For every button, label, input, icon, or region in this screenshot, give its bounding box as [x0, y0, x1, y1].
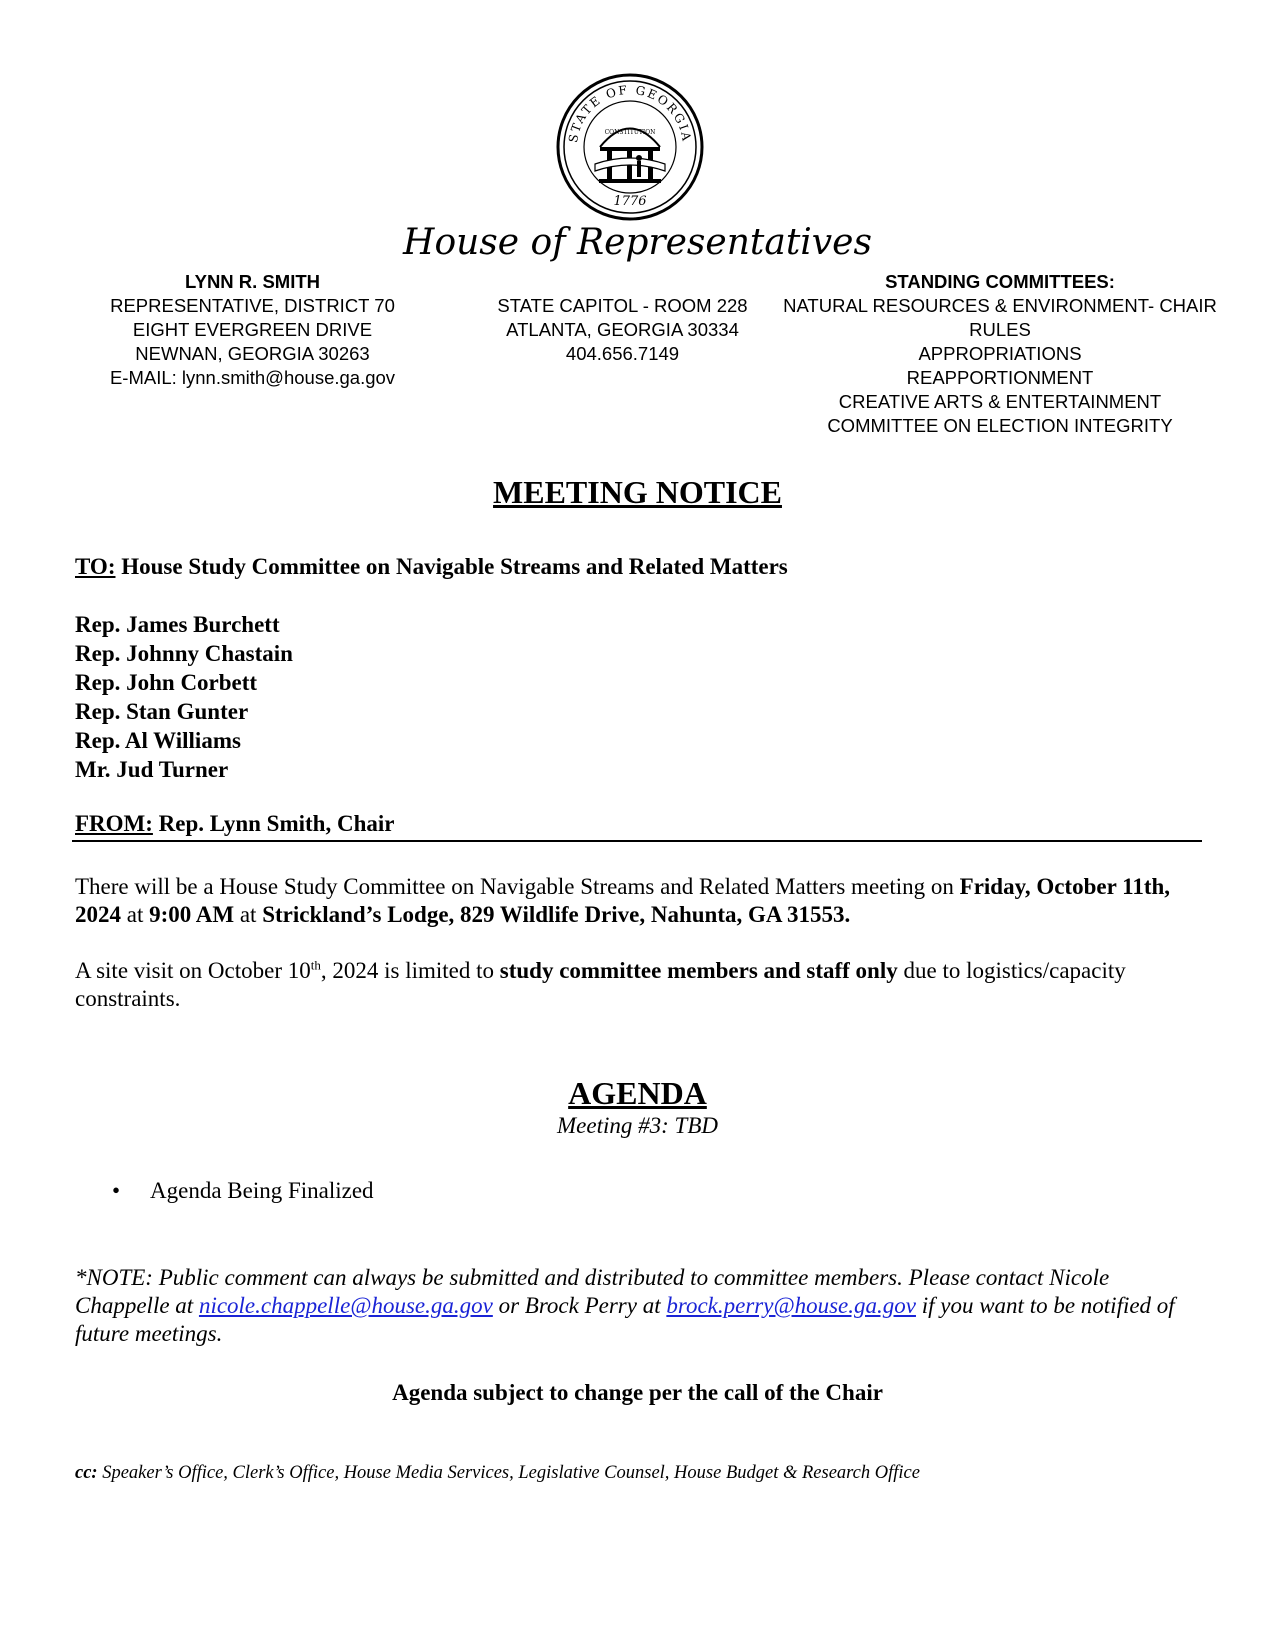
georgia-state-seal-icon: [555, 72, 705, 222]
capitol-phone: 404.656.7149: [565, 343, 680, 364]
seal-banner-text: CONSTITUTION: [604, 129, 656, 136]
standing-committees-block: [780, 270, 1220, 438]
agenda-title: AGENDA: [568, 1075, 707, 1111]
committee-item: RULES: [969, 319, 1031, 340]
representative-street: EIGHT EVERGREEN DRIVE: [132, 319, 373, 340]
capitol-room: STATE CAPITOL - ROOM 228: [497, 295, 748, 316]
representative-city: NEWNAN, GEORGIA 30263: [135, 343, 370, 364]
text-run: *NOTE: Public comment can always be submitted and distributed to committee members. Please contact Nicole Chappelle at: [75, 1265, 1110, 1318]
seal-year: 1776: [613, 194, 647, 209]
text-run: There will be a House Study Committee on Navigable Streams and Related Matters meeting on: [75, 874, 960, 899]
text-run: at: [234, 902, 263, 927]
committee-item: COMMITTEE ON ELECTION INTEGRITY: [827, 415, 1173, 436]
from-line: [75, 810, 1205, 838]
capitol-address-block: [470, 294, 775, 366]
cc-recipients: Speaker’s Office, Clerk’s Office, House Media Services, Legislative Counsel, House Budget & Research Office: [97, 1463, 920, 1483]
meeting-date: Friday, October 11th, 2024: [75, 874, 1171, 927]
agenda-item: [112, 1178, 374, 1204]
meeting-notice-title: MEETING NOTICE: [493, 474, 782, 510]
member-item: Rep. James Burchett: [75, 612, 280, 637]
header-divider: [72, 840, 1202, 842]
committee-item: REAPPORTIONMENT: [906, 367, 1094, 388]
agenda-subtitle: Meeting #3: TBD: [557, 1113, 718, 1138]
agenda-item-text: Agenda Being Finalized: [150, 1178, 374, 1203]
text-run: or Brock Perry at: [492, 1293, 667, 1318]
seal-top-text: STATE OF GEORGIA: [566, 82, 694, 144]
site-visit-paragraph: [75, 957, 1205, 1013]
text-run: if you want to be notified of future meetings.: [75, 1293, 1175, 1346]
public-comment-note: [75, 1264, 1205, 1348]
committee-item: CREATIVE ARTS & ENTERTAINMENT: [838, 391, 1162, 412]
member-item: Rep. Al Williams: [75, 728, 241, 753]
representative-email: E-MAIL: lynn.smith@house.ga.gov: [109, 367, 396, 388]
text-run: at: [121, 902, 150, 927]
ordinal-suffix: th: [310, 957, 321, 973]
member-item: Mr. Jud Turner: [75, 757, 229, 782]
brock-email-link[interactable]: brock.perry@house.ga.gov: [666, 1293, 916, 1318]
meeting-time: 9:00 AM: [149, 902, 235, 927]
text-run: A site visit on October 10: [75, 958, 311, 983]
member-item: Rep. John Corbett: [75, 670, 258, 695]
site-visit-restriction: study committee members and staff only: [499, 958, 898, 983]
committee-item: APPROPRIATIONS: [918, 343, 1082, 364]
house-title: House of Representatives: [403, 222, 872, 263]
from-label: FROM:: [75, 811, 153, 836]
member-list: [75, 610, 1205, 784]
nicole-email-link[interactable]: nicole.chappelle@house.ga.gov: [198, 1293, 493, 1318]
agenda-subject-line: Agenda subject to change per the call of the Chair: [392, 1380, 883, 1405]
to-line: [75, 553, 1205, 581]
committee-item: NATURAL RESOURCES & ENVIRONMENT- CHAIR: [783, 295, 1217, 316]
to-label: TO:: [75, 554, 116, 579]
text-run: due to logistics/capacity constraints.: [75, 958, 1126, 1011]
member-item: Rep. Johnny Chastain: [75, 641, 293, 666]
standing-committees-header: STANDING COMMITTEES:: [885, 271, 1115, 292]
capitol-city: ATLANTA, GEORGIA 30334: [506, 319, 739, 340]
representative-name: LYNN R. SMITH: [185, 271, 320, 292]
text-run: , 2024 is limited to: [320, 958, 500, 983]
meeting-details-paragraph: [75, 873, 1205, 929]
from-value: Rep. Lynn Smith, Chair: [152, 811, 395, 836]
member-item: Rep. Stan Gunter: [75, 699, 249, 724]
bullet-icon: •: [112, 1178, 121, 1203]
cc-label: cc:: [75, 1463, 98, 1483]
representative-district: REPRESENTATIVE, DISTRICT 70: [110, 295, 395, 316]
meeting-location: Strickland’s Lodge, 829 Wildlife Drive, Nahunta, GA 31553.: [262, 902, 851, 927]
representative-contact-block: [100, 270, 405, 390]
to-value: House Study Committee on Navigable Streams and Related Matters: [115, 554, 788, 579]
cc-line: [75, 1463, 920, 1484]
